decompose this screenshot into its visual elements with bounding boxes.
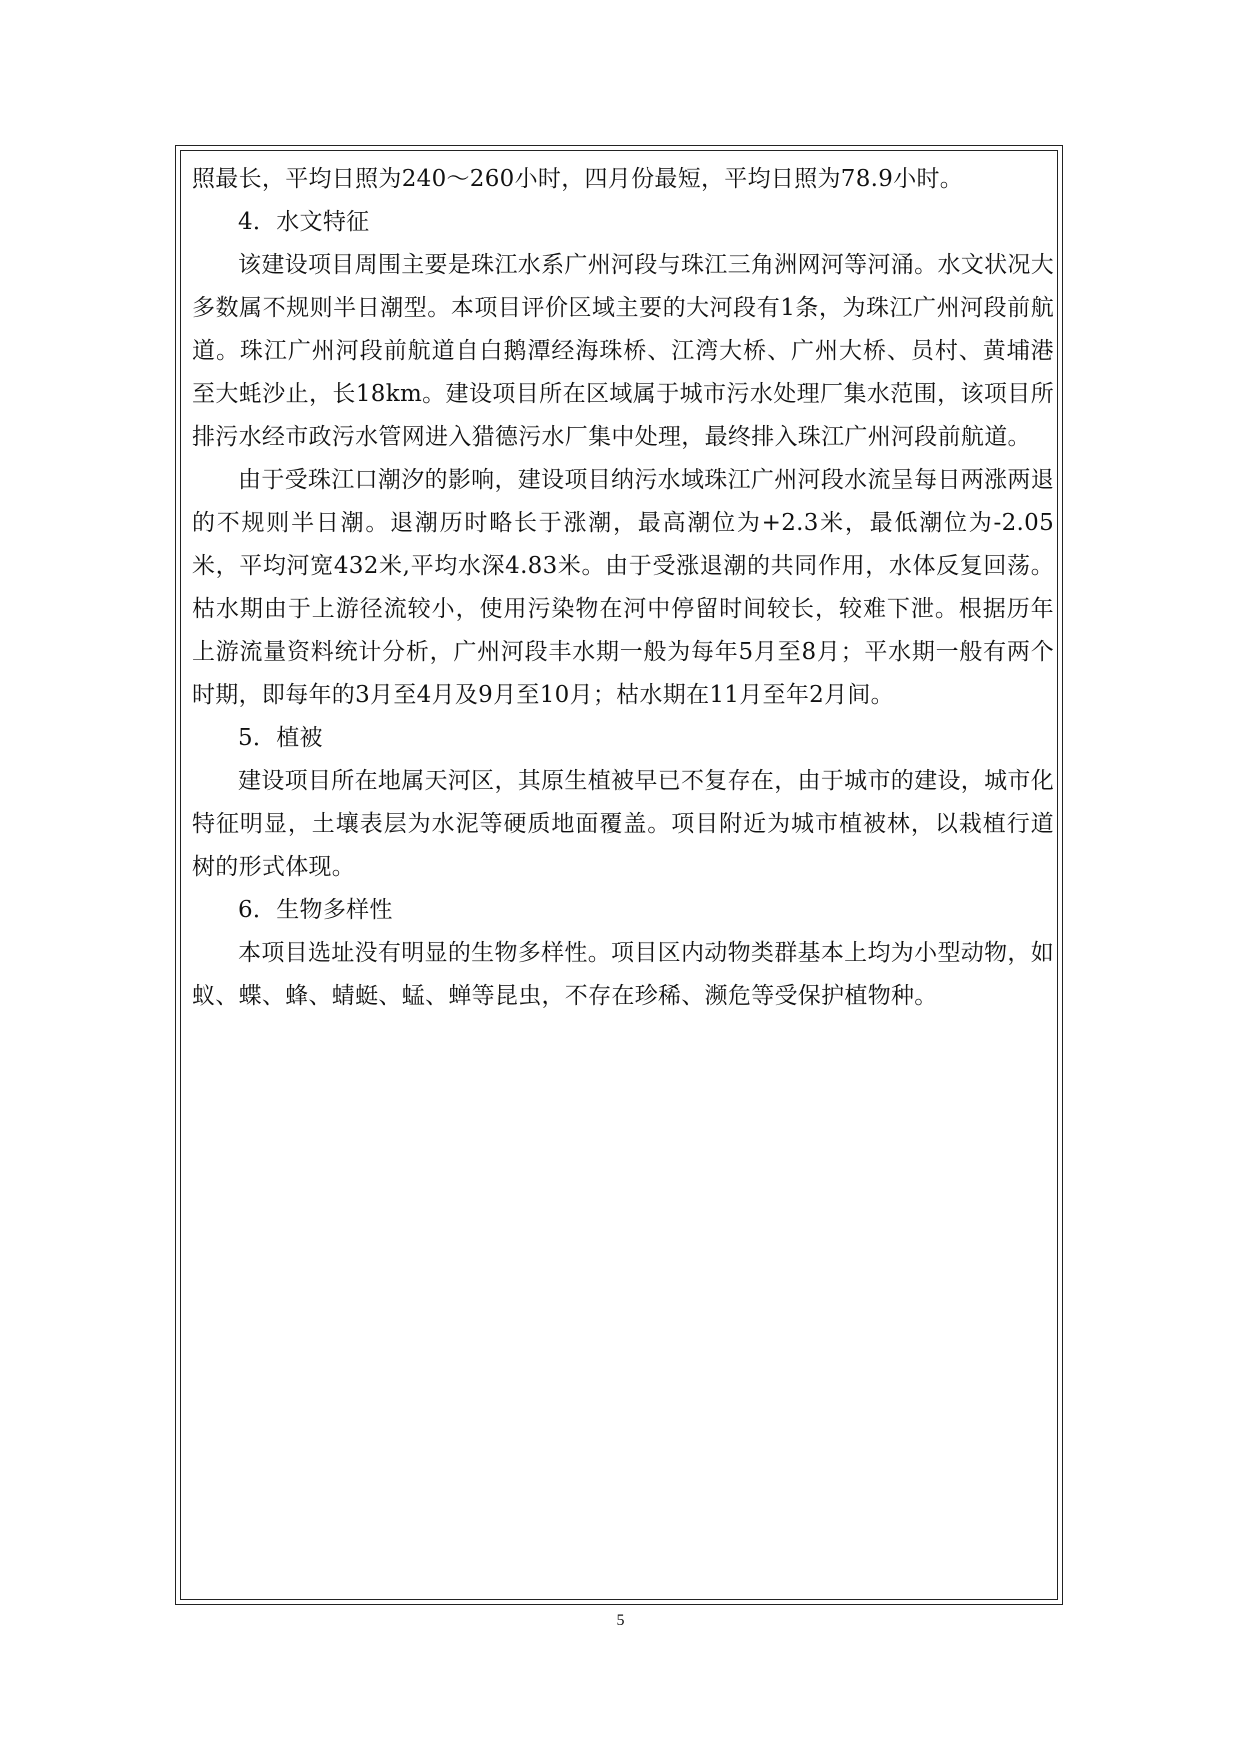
section-heading-biodiversity: 6．生物多样性: [238, 897, 393, 923]
paragraph-hydrology-river: 该建设项目周围主要是珠江水系广州河段与珠江三角洲网河等河涌。水文状况大多数属不规则半日潮型。本项目评价区域主要的大河段有1条，为珠江广州河段前航道。珠江广州河段前航道自白鹅潭经海珠桥、江湾大桥、广州大桥、员村、黄埔港至大蚝沙止，长18km。建设项目所在区域属于城市污水处理厂集水范围，该项目所排污水经市政污水管网进入猎德污水厂集中处理，最终排入珠江广州河段前航道。: [192, 252, 1054, 450]
section-heading-hydrology: 4．水文特征: [238, 209, 370, 235]
paragraph-hydrology-tide: 由于受珠江口潮汐的影响，建设项目纳污水域珠江广州河段水流呈每日两涨两退的不规则半日潮。退潮历时略长于涨潮，最高潮位为+2.3米，最低潮位为-2.05米，平均河宽432米,平均水深4.83米。由于受涨退潮的共同作用，水体反复回荡。枯水期由于上游径流较小，使用污染物在河中停留时间较长，较难下泄。根据历年上游流量资料统计分析，广州河段丰水期一般为每年5月至8月；平水期一般有两个时期，即每年的3月至4月及9月至10月；枯水期在11月至年2月间。: [192, 467, 1054, 708]
paragraph-vegetation: 建设项目所在地属天河区，其原生植被早已不复存在，由于城市的建设，城市化特征明显，土壤表层为水泥等硬质地面覆盖。项目附近为城市植被林，以栽植行道树的形式体现。: [192, 768, 1054, 880]
document-table-frame: [175, 145, 1063, 1605]
section-heading-vegetation: 5．植被: [238, 725, 323, 751]
page-number: 5: [616, 1612, 625, 1629]
paragraph-sunshine-continued: 照最长，平均日照为240～260小时，四月份最短，平均日照为78.9小时。: [192, 166, 964, 192]
document-body: [192, 158, 1054, 1018]
paragraph-biodiversity: 本项目选址没有明显的生物多样性。项目区内动物类群基本上均为小型动物，如蚁、蝶、蜂、蜻蜓、蜢、蝉等昆虫，不存在珍稀、濒危等受保护植物种。: [192, 940, 1054, 1009]
